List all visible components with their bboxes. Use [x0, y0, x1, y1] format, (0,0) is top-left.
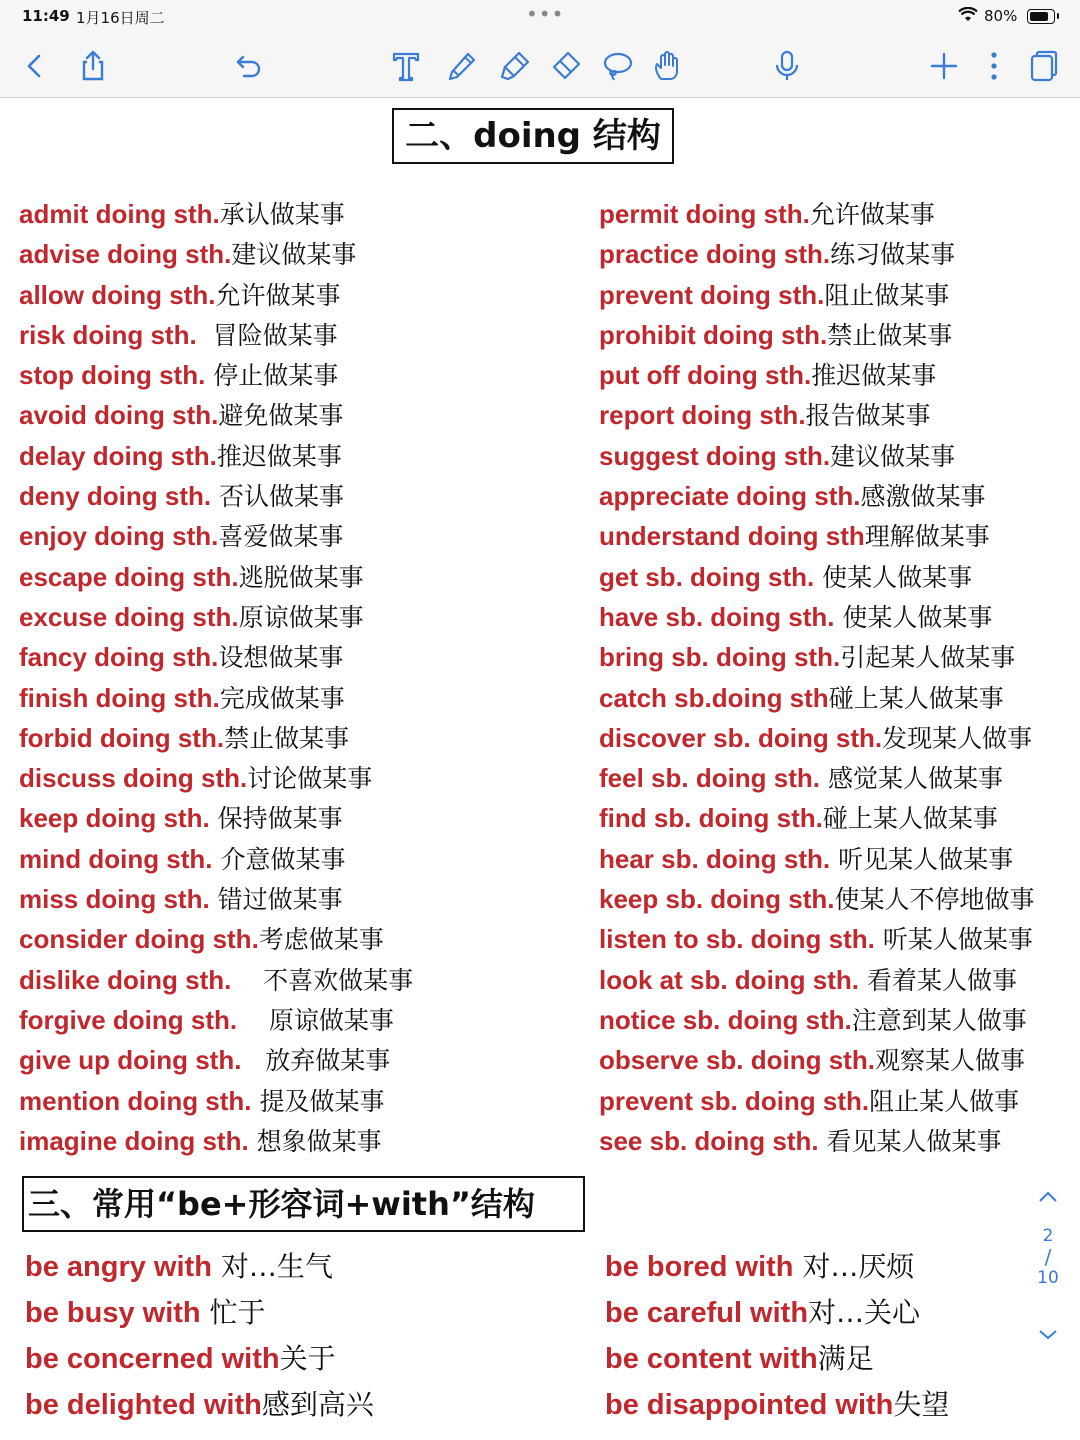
battery-icon [1027, 9, 1055, 24]
status-date: 1月16日周二 [76, 9, 165, 27]
phrase-entry [19, 194, 413, 234]
phrase-chinese: 原谅做某事 [237, 1005, 394, 1035]
phrase-entry [19, 597, 413, 637]
phrase-english: mind doing sth. [19, 843, 213, 874]
phrase-entry [19, 678, 413, 718]
page-navigator [1030, 1190, 1066, 1288]
phrase-chinese: 引起某人做某事 [840, 643, 1016, 673]
phrase-english: be disappointed with [605, 1389, 894, 1421]
multitasking-dots[interactable]: ••• [526, 2, 565, 26]
phrase-entry [19, 879, 413, 919]
phrase-chinese: 完成做某事 [219, 683, 345, 713]
phrase-entry [19, 476, 413, 516]
phrase-chinese: 停止做某事 [205, 361, 339, 391]
text-tool-icon[interactable] [389, 49, 423, 83]
phrase-entry [599, 436, 1035, 476]
phrase-english: forbid doing sth. [19, 722, 225, 753]
phrase-entry [599, 798, 1035, 838]
phrase-entry [599, 355, 1035, 395]
phrase-chinese: 对…关心 [808, 1296, 921, 1329]
phrase-entry [25, 1382, 374, 1428]
phrase-english: enjoy doing sth. [19, 521, 219, 552]
page-up-icon[interactable] [1037, 1190, 1059, 1204]
phrase-entry [19, 436, 413, 476]
phrase-chinese: 阻止某人做事 [869, 1086, 1020, 1116]
section3-right-column [605, 1244, 949, 1428]
phrase-entry [19, 1121, 413, 1161]
phrase-english: appreciate doing sth. [599, 481, 861, 512]
phrase-english: discuss doing sth. [19, 763, 248, 794]
page-current: 2 [1042, 1226, 1054, 1246]
phrase-entry [19, 315, 413, 355]
phrase-english: be delighted with [25, 1389, 262, 1421]
battery-percent: 80% [984, 7, 1018, 25]
phrase-english: feel sb. doing sth. [599, 763, 821, 794]
phrase-english: give up doing sth. [19, 1045, 242, 1076]
page-total: 10 [1037, 1268, 1059, 1288]
phrase-entry [19, 395, 413, 435]
phrase-english: stop doing sth. [19, 360, 206, 391]
phrase-entry [605, 1336, 949, 1382]
phrase-chinese: 设想做某事 [218, 643, 344, 673]
phrase-english: prevent sb. doing sth. [599, 1085, 870, 1116]
phrase-entry [599, 718, 1035, 758]
phrase-chinese: 允许做某事 [809, 200, 935, 229]
phrase-entry [19, 234, 413, 274]
phrase-english: see sb. doing sth. [599, 1125, 819, 1156]
phrase-entry [19, 960, 413, 1000]
phrase-entry [19, 275, 413, 315]
page-down-icon[interactable] [1034, 1328, 1062, 1340]
phrase-entry [599, 1040, 1035, 1080]
phrase-chinese: 看见某人做某事 [818, 1126, 1002, 1156]
phrase-entry [599, 516, 1035, 556]
phrase-english: hear sb. doing sth. [599, 843, 831, 874]
phrase-chinese: 禁止做某事 [827, 320, 953, 350]
phrase-chinese: 阻止做某事 [824, 280, 950, 310]
phrase-entry [19, 718, 413, 758]
phrase-entry [19, 1081, 413, 1121]
hand-icon[interactable] [651, 49, 685, 83]
phrase-entry [599, 597, 1035, 637]
phrase-entry [599, 879, 1035, 919]
phrase-chinese: 理解做某事 [864, 522, 990, 552]
phrase-entry [599, 678, 1035, 718]
phrase-english: get sb. doing sth. [599, 561, 815, 592]
phrase-chinese: 考虑做某事 [258, 925, 384, 955]
toolbar [0, 34, 1080, 98]
eraser-icon[interactable] [548, 49, 582, 83]
phrase-chinese: 推迟做某事 [811, 361, 937, 391]
section2-left-column [19, 194, 413, 1161]
phrase-chinese: 喜爱做某事 [218, 522, 344, 552]
phrase-entry [19, 758, 413, 798]
phrase-english: excuse doing sth. [19, 601, 239, 632]
phrase-english: bring sb. doing sth. [599, 642, 841, 673]
pen-icon[interactable] [445, 49, 479, 83]
lasso-icon[interactable] [600, 49, 634, 83]
undo-icon[interactable] [232, 49, 266, 83]
phrase-english: finish doing sth. [19, 682, 220, 713]
phrase-entry [599, 1081, 1035, 1121]
phrase-english: prohibit doing sth. [599, 319, 828, 350]
phrase-entry [599, 839, 1035, 879]
phrase-entry [599, 315, 1035, 355]
phrase-english: understand doing sth [599, 521, 865, 552]
phrase-chinese: 听某人做某事 [874, 925, 1033, 955]
phrase-entry [19, 637, 413, 677]
phrase-english: admit doing sth. [19, 199, 220, 229]
phrase-entry [599, 960, 1035, 1000]
phrase-english: forgive doing sth. [19, 1004, 238, 1035]
phrase-chinese: 感觉某人做某事 [820, 764, 1003, 794]
phrase-chinese: 碰上某人做某事 [828, 683, 1004, 713]
phrase-chinese: 看着某人做事 [859, 965, 1017, 995]
phrase-english: prevent doing sth. [599, 279, 825, 310]
battery-tip [1057, 13, 1059, 19]
wifi-icon [958, 7, 978, 27]
phrase-chinese: 观察某人做事 [874, 1046, 1025, 1076]
phrase-chinese: 感到高兴 [261, 1388, 374, 1421]
phrase-chinese: 避免做某事 [218, 401, 344, 431]
phrase-chinese: 失望 [893, 1388, 950, 1421]
phrase-english: be busy with [25, 1297, 201, 1329]
phrase-chinese: 报告做某事 [805, 401, 931, 431]
phrase-english: mention doing sth. [19, 1085, 252, 1116]
phrase-chinese: 想象做某事 [248, 1126, 382, 1156]
phrase-english: catch sb.doing sth [599, 682, 829, 713]
phrase-entry [19, 798, 413, 838]
phrase-chinese: 否认做某事 [211, 482, 345, 512]
phrase-chinese: 错过做某事 [209, 885, 343, 915]
status-time: 11:49 [22, 7, 70, 25]
phrase-chinese: 发现某人做事 [882, 723, 1033, 753]
phrase-entry [599, 275, 1035, 315]
phrase-entry [599, 919, 1035, 959]
phrase-chinese: 忙于 [200, 1296, 266, 1329]
phrase-chinese: 介意做某事 [212, 844, 346, 874]
phrase-chinese: 使某人做某事 [814, 562, 973, 592]
more-icon[interactable] [977, 49, 1011, 83]
phrase-chinese: 冒险做某事 [196, 320, 338, 350]
phrase-english: delay doing sth. [19, 440, 217, 471]
phrase-english: put off doing sth. [599, 360, 812, 391]
phrase-english: keep sb. doing sth. [599, 884, 835, 915]
phrase-english: avoid doing sth. [19, 400, 219, 431]
phrase-chinese: 练习做某事 [830, 240, 956, 270]
phrase-chinese: 逃脱做某事 [238, 562, 364, 592]
phrase-entry [599, 637, 1035, 677]
page-separator: / [1044, 1245, 1052, 1269]
phrase-english: miss doing sth. [19, 884, 210, 915]
phrase-english: fancy doing sth. [19, 642, 219, 673]
phrase-entry [19, 1000, 413, 1040]
phrase-entry [605, 1382, 949, 1428]
phrase-chinese: 原谅做某事 [238, 602, 364, 632]
phrase-entry [599, 557, 1035, 597]
phrase-english: have sb. doing sth. [599, 601, 835, 632]
phrase-entry [599, 395, 1035, 435]
phrase-entry [25, 1336, 374, 1382]
phrase-chinese: 关于 [279, 1342, 336, 1375]
phrase-entry [19, 1040, 413, 1080]
phrase-entry [25, 1290, 374, 1336]
phrase-english: listen to sb. doing sth. [599, 924, 875, 955]
section2-title: 二、doing 结构 [392, 108, 674, 164]
phrase-entry [599, 1121, 1035, 1161]
phrase-english: suggest doing sth. [599, 440, 831, 471]
share-icon[interactable] [76, 49, 110, 83]
phrase-entry [25, 1244, 374, 1290]
phrase-chinese: 放弃做某事 [241, 1046, 391, 1076]
phrase-english: report doing sth. [599, 400, 806, 431]
phrase-chinese: 建议做某事 [231, 240, 357, 270]
phrase-entry [599, 234, 1035, 274]
phrase-chinese: 允许做某事 [215, 280, 341, 310]
status-bar [0, 0, 1080, 34]
phrase-english: be careful with [605, 1297, 809, 1329]
phrase-entry [19, 355, 413, 395]
phrase-english: be angry with [25, 1251, 212, 1283]
phrase-entry [599, 476, 1035, 516]
phrase-english: practice doing sth. [599, 239, 831, 270]
document-page[interactable] [0, 98, 1080, 1440]
phrase-english: be bored with [605, 1251, 794, 1283]
phrase-chinese: 对…生气 [211, 1250, 333, 1283]
phrase-entry [599, 1000, 1035, 1040]
phrase-english: look at sb. doing sth. [599, 964, 859, 995]
phrase-english: discover sb. doing sth. [599, 722, 883, 753]
phrase-english: be concerned with [25, 1343, 280, 1375]
phrase-entry [599, 758, 1035, 798]
phrase-english: notice sb. doing sth. [599, 1004, 852, 1035]
phrase-chinese: 注意到某人做事 [851, 1005, 1027, 1035]
pages-icon[interactable] [1027, 49, 1061, 83]
section3-title: 三、常用“be+形容词+with”结构 [22, 1176, 585, 1232]
phrase-entry [605, 1290, 949, 1336]
phrase-chinese: 讨论做某事 [247, 764, 373, 794]
phrase-chinese: 推迟做某事 [216, 441, 342, 471]
phrase-english: dislike doing sth. [19, 964, 232, 995]
phrase-chinese: 使某人做某事 [834, 602, 993, 632]
phrase-chinese: 禁止做某事 [224, 723, 350, 753]
phrase-chinese: 保持做某事 [209, 804, 343, 834]
phrase-english: keep doing sth. [19, 803, 210, 834]
phrase-english: advise doing sth. [19, 239, 232, 270]
phrase-chinese: 建议做某事 [830, 441, 956, 471]
phrase-chinese: 提及做某事 [251, 1086, 385, 1116]
phrase-english: observe sb. doing sth. [599, 1045, 875, 1076]
phrase-english: be content with [605, 1343, 818, 1375]
phrase-chinese: 承认做某事 [219, 200, 345, 229]
add-icon[interactable] [927, 49, 961, 83]
phrase-chinese: 使某人不停地做事 [834, 885, 1035, 915]
back-icon[interactable] [18, 49, 52, 83]
microphone-icon[interactable] [770, 49, 804, 83]
phrase-entry [19, 516, 413, 556]
phrase-entry [605, 1244, 949, 1290]
phrase-english: escape doing sth. [19, 561, 239, 592]
phrase-chinese: 对…厌烦 [793, 1250, 915, 1283]
section3-left-column [25, 1244, 374, 1428]
phrase-chinese: 满足 [817, 1342, 874, 1375]
phrase-entry [599, 194, 1035, 234]
phrase-chinese: 感激做某事 [860, 482, 986, 512]
phrase-entry [19, 839, 413, 879]
phrase-entry [19, 919, 413, 959]
phrase-chinese: 听见某人做某事 [830, 844, 1014, 874]
phrase-chinese: 碰上某人做某事 [822, 804, 998, 834]
phrase-english: consider doing sth. [19, 924, 259, 955]
phrase-chinese: 不喜欢做某事 [231, 965, 414, 995]
phrase-english: risk doing sth. [19, 319, 197, 350]
phrase-english: permit doing sth. [599, 199, 810, 229]
phrase-entry [19, 557, 413, 597]
phrase-english: allow doing sth. [19, 279, 216, 310]
section2-right-column [599, 194, 1035, 1161]
phrase-english: deny doing sth. [19, 481, 212, 512]
phrase-english: find sb. doing sth. [599, 803, 823, 834]
phrase-english: imagine doing sth. [19, 1125, 249, 1156]
highlighter-icon[interactable] [498, 49, 532, 83]
